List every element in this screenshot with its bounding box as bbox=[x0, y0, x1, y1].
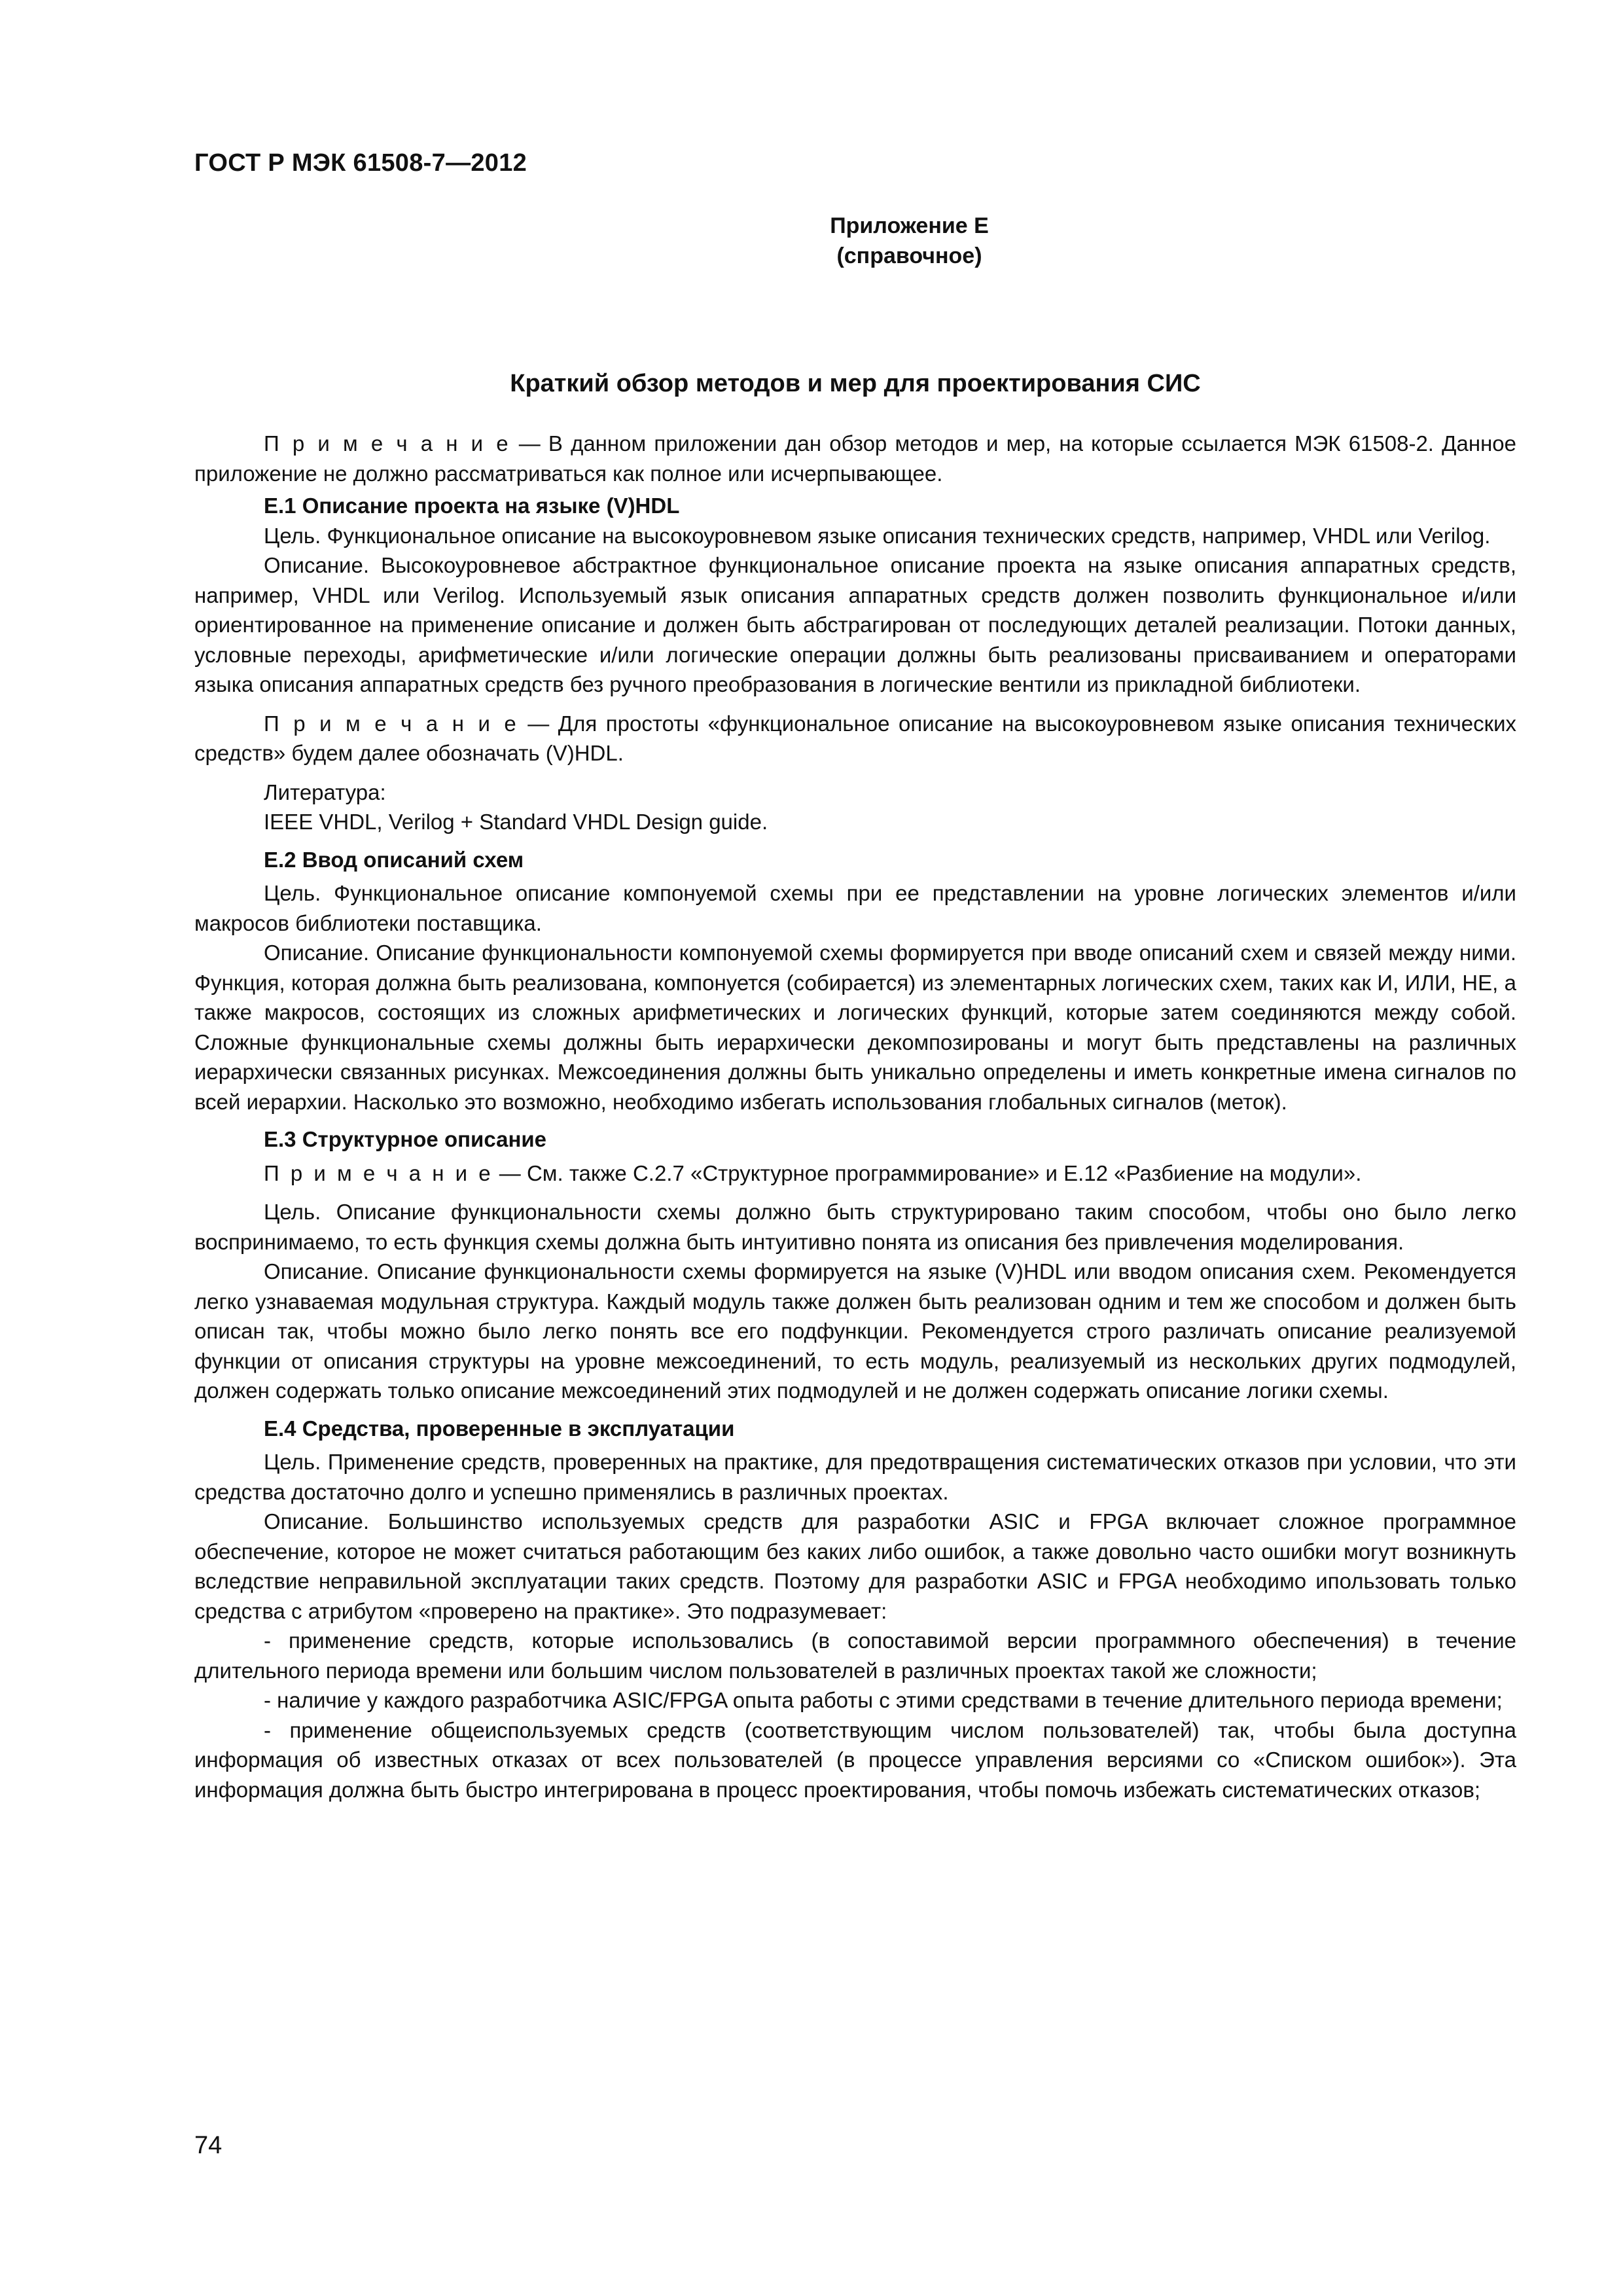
page-number: 74 bbox=[194, 2132, 223, 2159]
intro-note bbox=[194, 429, 1516, 488]
e1-references: IEEE VHDL, Verilog + Standard VHDL Design guide. bbox=[264, 810, 768, 834]
e1-note bbox=[194, 709, 1516, 768]
e4-list-item: - наличие у каждого разработчика ASIC/FPGA опыта работы с этими средствами в течение длительного периода времени; bbox=[264, 1688, 1503, 1712]
note-text: — См. также С.2.7 «Структурное программирование» и Е.12 «Разбиение на модули». bbox=[493, 1160, 1362, 1185]
e3-note bbox=[194, 1158, 1516, 1189]
e4-list-item: - применение общеиспользуемых средств (соответствующим числом пользователей) так, чтобы была доступна информация об известных отказах от всех пользователей (в процессе управления версиями со «Списком ошибок»). Эта информация должна быть быстро интегрирована в процесс проектирования, чтобы помочь избежать систематических отказов; bbox=[194, 1717, 1516, 1802]
note-word: П р и м е ч а н и е bbox=[264, 431, 511, 456]
e3-goal: Цель. Описание функциональности схемы должно быть структурировано таким способом, чтобы оно было легко воспринимаемо, то есть функция схемы должна быть интуитивно понята из описания без привлечения моделирования. bbox=[194, 1200, 1516, 1254]
e2-description: Описание. Описание функциональности компонуемой схемы формируется при вводе описаний схем и связей между ними. Функция, которая должна быть реализована, компонуется (собирается) из элементарных логических схем, таких как И, ИЛИ, НЕ, а также макросов, состоящих из сложных арифметических и логических функций, которые затем соединяются между собой. Сложные функциональные схемы должны быть иерархически декомпозированы и могут быть представлены на различных иерархически связанных рисунках. Межсоединения должны быть уникально определены и иметь конкретные имена сигналов по всей иерархии. Насколько это возможно, необходимо избегать использования глобальных сигналов (меток). bbox=[194, 941, 1516, 1114]
note-text: — Для простоты «функциональное описание на высокоуровневом языке описания технических средств» будем далее обозначать (V)HDL. bbox=[194, 711, 1516, 765]
appendix-label: Приложение Е bbox=[830, 213, 989, 238]
section-heading-e1: Е.1 Описание проекта на языке (V)HDL bbox=[264, 493, 680, 518]
document-title: Краткий обзор методов и мер для проектирования СИС bbox=[510, 370, 1201, 397]
standard-code: ГОСТ Р МЭК 61508-7—2012 bbox=[194, 149, 527, 177]
section-heading-e2: Е.2 Ввод описаний схем bbox=[264, 847, 524, 872]
e2-goal: Цель. Функциональное описание компонуемой схемы при ее представлении на уровне логических элементов и/или макросов библиотеки поставщика. bbox=[194, 881, 1516, 935]
e4-list-item: - применение средств, которые использовались (в сопоставимой версии программного обеспечения) в течение длительного периода времени или большим числом пользователей в различных проектах такой же сложности; bbox=[194, 1628, 1516, 1683]
e1-description: Описание. Высокоуровневое абстрактное функциональное описание проекта на языке описания аппаратных средств, например, VHDL или Verilog. Используемый язык описания аппаратных средств должен позволить функциональное и/или ориентированное на применение описание и должен быть абстрагирован от последующих деталей реализации. Потоки данных, условные переходы, арифметические и/или логические операции должны быть реализованы присваиванием и операторами языка описания аппаратных средств без ручного преобразования в логические вентили из прикладной библиотеки. bbox=[194, 553, 1516, 696]
e4-goal: Цель. Применение средств, проверенных на практике, для предотвращения систематических отказов при условии, что эти средства достаточно долго и успешно применялись в различных проектах. bbox=[194, 1450, 1516, 1504]
appendix-type: (справочное) bbox=[836, 243, 982, 268]
note-text: — В данном приложении дан обзор методов и мер, на которые ссылается МЭК 61508-2. Данное приложение не должно рассматриваться как полное или исчерпывающее. bbox=[194, 431, 1516, 486]
note-word: П р и м е ч а н и е bbox=[264, 711, 519, 736]
e4-description: Описание. Большинство используемых средств для разработки ASIC и FPGA включает сложное программное обеспечение, которое не может считаться работающим без каких либо ошибок, а также довольно часто ошибки могут возникнуть вследствие неправильной эксплуатации таких средств. Поэтому для разработки ASIC и FPGA необходимо ипользовать только средства с атрибутом «проверено на практике». Это подразумевает: bbox=[194, 1509, 1516, 1623]
document-body bbox=[194, 429, 1516, 1804]
e3-description: Описание. Описание функциональности схемы формируется на языке (V)HDL или вводом описания схем. Рекомендуется легко узнаваемая модульная структура. Каждый модуль также должен быть реализован одним и тем же способом и должен быть описан так, чтобы можно было легко понять все его подфункции. Рекомендуется строго различать описание реализуемой функции от описания структуры на уровне межсоединений, то есть модуль, реализуемый из нескольких других подмодулей, должен содержать только описание межсоединений этих подмодулей и не должен содержать описание логики схемы. bbox=[194, 1259, 1516, 1403]
note-word: П р и м е ч а н и е bbox=[264, 1160, 493, 1185]
appendix-label-block bbox=[194, 211, 1516, 271]
section-heading-e3: Е.3 Структурное описание bbox=[264, 1127, 547, 1151]
section-heading-e4: Е.4 Средства, проверенные в эксплуатации bbox=[264, 1416, 735, 1441]
e1-goal: Цель. Функциональное описание на высокоуровневом языке описания технических средств, например, VHDL или Verilog. bbox=[264, 523, 1491, 548]
document-page bbox=[194, 0, 1516, 2296]
e1-references-label: Литература: bbox=[264, 780, 386, 804]
